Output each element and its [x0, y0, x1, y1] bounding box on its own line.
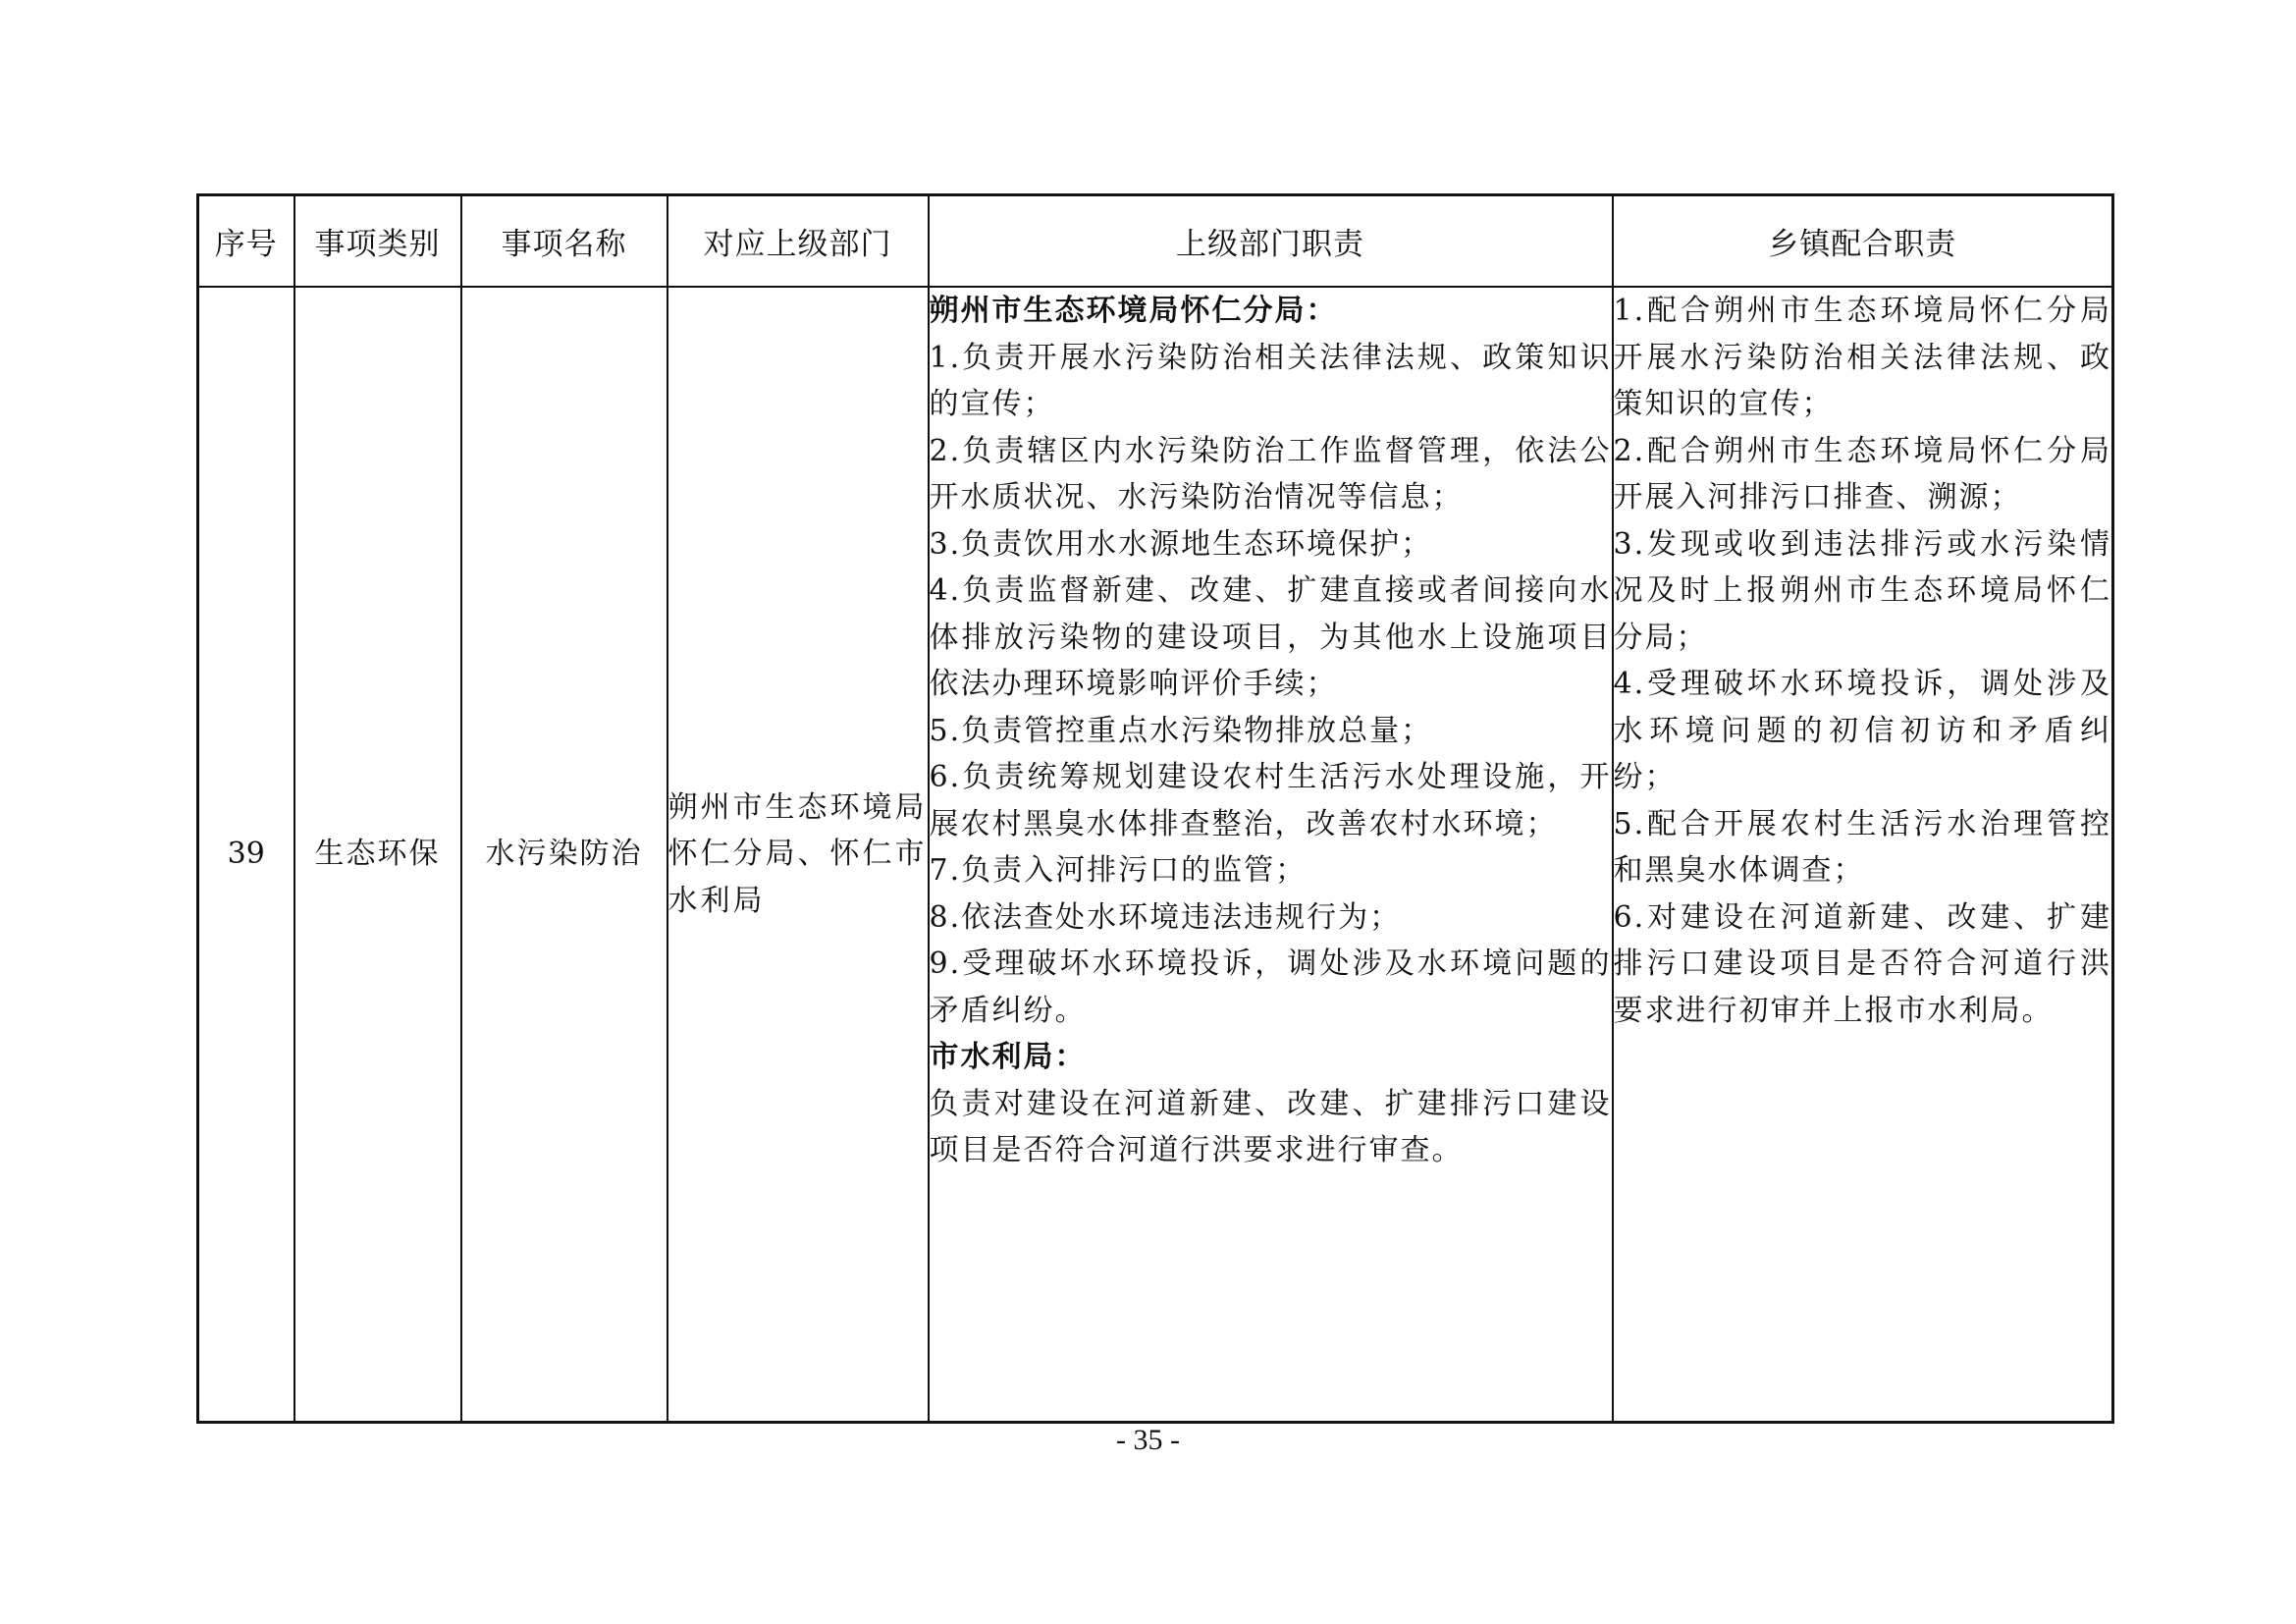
upper-duty-item: 8.依法查处水环境违法违规行为； — [929, 899, 1402, 935]
upper-duty-item: 1.负责开展水污染防治相关法律法规、政策知识的宣传； — [929, 340, 1612, 421]
table-row — [198, 287, 2113, 1423]
cell-upper-duties — [929, 287, 1613, 1423]
upper-duty-item: 9.受理破坏水环境投诉，调处涉及水环境问题的矛盾纠纷。 — [929, 947, 1612, 1028]
cell-town-duties — [1613, 287, 2113, 1423]
upper-duty-item: 2.负责辖区内水污染防治工作监督管理，依法公开水质状况、水污染防治情况等信息； — [929, 433, 1612, 514]
town-duty-item: 2.配合朔州市生态环境局怀仁分局开展入河排污口排查、溯源； — [1613, 433, 2111, 514]
cell-department: 朔州市生态环境局怀仁分局、怀仁市水利局 — [667, 287, 929, 1423]
header-town-duties: 乡镇配合职责 — [1613, 195, 2113, 288]
town-duty-item: 6.对建设在河道新建、改建、扩建排污口建设项目是否符合河道行洪要求进行初审并上报市水利局。 — [1613, 899, 2111, 1028]
cell-category: 生态环保 — [294, 287, 461, 1423]
town-duty-item: 4.受理破坏水环境投诉，调处涉及水环境问题的初信初访和矛盾纠纷； — [1613, 667, 2111, 794]
cell-number: 39 — [198, 287, 294, 1423]
page-number: - 35 - — [1116, 1424, 1180, 1456]
upper-duty-item: 6.负责统筹规划建设农村生活污水处理设施，开展农村黑臭水体排查整治，改善农村水环境； — [929, 760, 1612, 841]
upper-duty-item: 7.负责入河排污口的监管； — [929, 853, 1308, 888]
upper-duties-heading-1: 朔州市生态环境局怀仁分局： — [929, 294, 1338, 328]
upper-duty-item: 3.负责饮用水水源地生态环境保护； — [929, 526, 1433, 562]
upper-duty-item: 负责对建设在河道新建、改建、扩建排污口建设项目是否符合河道行洪要求进行审查。 — [929, 1086, 1612, 1167]
upper-duty-item: 4.负责监督新建、改建、扩建直接或者间接向水体排放污染物的建设项目，为其他水上设施项目依法办理环境影响评价手续； — [929, 573, 1612, 701]
header-department: 对应上级部门 — [667, 195, 929, 288]
header-upper-duties: 上级部门职责 — [929, 195, 1613, 288]
town-duty-item: 5.配合开展农村生活污水治理管控和黑臭水体调查； — [1613, 806, 2111, 888]
header-category: 事项类别 — [294, 195, 461, 288]
town-duty-item: 1.配合朔州市生态环境局怀仁分局开展水污染防治相关法律法规、政策知识的宣传； — [1613, 294, 2111, 421]
header-row — [198, 195, 2113, 288]
upper-duty-item: 5.负责管控重点水污染物排放总量； — [929, 713, 1433, 748]
header-number: 序号 — [198, 195, 294, 288]
upper-duties-heading-2: 市水利局： — [929, 1040, 1087, 1074]
town-duty-item: 3.发现或收到违法排污或水污染情况及时上报朔州市生态环境局怀仁分局； — [1613, 526, 2111, 655]
duty-table — [196, 193, 2114, 1424]
header-name: 事项名称 — [461, 195, 667, 288]
cell-name: 水污染防治 — [461, 287, 667, 1423]
